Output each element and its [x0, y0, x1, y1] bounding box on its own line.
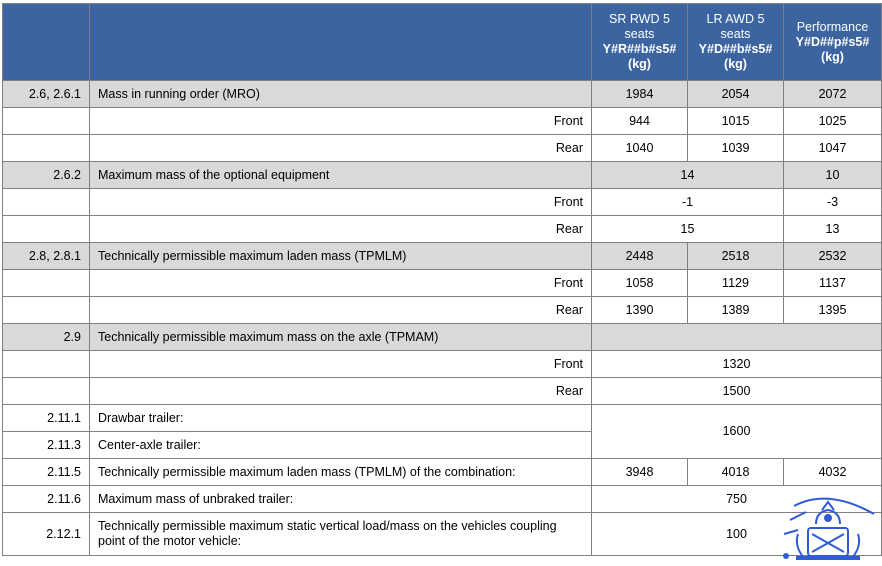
coat-of-arms-seal-icon — [776, 494, 880, 564]
lr-value: 1039 — [688, 135, 784, 162]
table-row — [3, 486, 882, 513]
header-ref-cell — [3, 4, 90, 81]
perf-value: 2532 — [784, 243, 882, 270]
ref-cell: 2.9 — [3, 324, 90, 351]
ref-cell — [3, 270, 90, 297]
header-row — [3, 4, 882, 81]
label-cell: Technically permissible maximum laden mass (TPMLM) of the combination: — [90, 459, 592, 486]
table-row — [3, 162, 882, 189]
all-value — [592, 324, 882, 351]
table-row — [3, 135, 882, 162]
axle-label: Rear — [90, 135, 592, 162]
header-performance — [784, 4, 882, 81]
header-label-cell — [90, 4, 592, 81]
axle-label: Rear — [90, 378, 592, 405]
perf-value: 13 — [784, 216, 882, 243]
ref-cell: 2.11.1 — [3, 405, 90, 432]
perf-value: -3 — [784, 189, 882, 216]
perf-value: 4032 — [784, 459, 882, 486]
table-row — [3, 216, 882, 243]
axle-label: Front — [90, 351, 592, 378]
ref-cell — [3, 108, 90, 135]
perf-value: 1047 — [784, 135, 882, 162]
sr-value: 944 — [592, 108, 688, 135]
all-value: 1500 — [592, 378, 882, 405]
lr-value: 1015 — [688, 108, 784, 135]
perf-value: 1137 — [784, 270, 882, 297]
sr-value: 1040 — [592, 135, 688, 162]
header-sr-unit: (kg) — [628, 57, 651, 71]
ref-cell: 2.11.3 — [3, 432, 90, 459]
ref-cell — [3, 135, 90, 162]
lr-value: 4018 — [688, 459, 784, 486]
sr-lr-value: 14 — [592, 162, 784, 189]
header-perf-unit: (kg) — [821, 49, 844, 64]
label-cell: Technically permissible maximum mass on the axle (TPMAM) — [90, 324, 592, 351]
lr-value: 2054 — [688, 81, 784, 108]
header-sr-rwd — [592, 4, 688, 81]
table-row — [3, 297, 882, 324]
label-cell: Maximum mass of unbraked trailer: — [90, 486, 592, 513]
lr-value: 1129 — [688, 270, 784, 297]
all-value: 1600 — [592, 405, 882, 459]
sr-lr-value: 15 — [592, 216, 784, 243]
table-row — [3, 351, 882, 378]
ref-cell: 2.8, 2.8.1 — [3, 243, 90, 270]
all-value: 100 — [592, 513, 882, 556]
header-perf-code: Y#D##p#s5# — [795, 34, 870, 49]
table-row — [3, 405, 882, 432]
ref-cell — [3, 216, 90, 243]
perf-value: 1395 — [784, 297, 882, 324]
ref-cell — [3, 378, 90, 405]
table-row — [3, 324, 882, 351]
sr-value: 1390 — [592, 297, 688, 324]
perf-value: 10 — [784, 162, 882, 189]
header-sr-code: Y#R##b#s5# — [602, 42, 677, 56]
header-lr-code: Y#D##b#s5# — [698, 42, 773, 56]
ref-cell: 2.12.1 — [3, 513, 90, 556]
header-sr-line2: seats — [624, 27, 655, 41]
all-value: 750 — [592, 486, 882, 513]
table-row — [3, 108, 882, 135]
table-row — [3, 189, 882, 216]
lr-value: 1389 — [688, 297, 784, 324]
perf-value: 1025 — [784, 108, 882, 135]
ref-cell: 2.6.2 — [3, 162, 90, 189]
header-sr-line1: SR RWD 5 — [609, 12, 670, 26]
ref-cell: 2.6, 2.6.1 — [3, 81, 90, 108]
axle-label: Rear — [90, 297, 592, 324]
sr-value: 1984 — [592, 81, 688, 108]
all-value: 1320 — [592, 351, 882, 378]
header-lr-line1: LR AWD 5 — [706, 12, 765, 26]
axle-label: Front — [90, 108, 592, 135]
ref-cell: 2.11.6 — [3, 486, 90, 513]
perf-value: 2072 — [784, 81, 882, 108]
label-cell: Drawbar trailer: — [90, 405, 592, 432]
label-cell: Mass in running order (MRO) — [90, 81, 592, 108]
ref-cell — [3, 351, 90, 378]
label-cell: Center-axle trailer: — [90, 432, 592, 459]
sr-lr-value: -1 — [592, 189, 784, 216]
table-row — [3, 513, 882, 556]
label-cell: Technically permissible maximum laden mass (TPMLM) — [90, 243, 592, 270]
ref-cell: 2.11.5 — [3, 459, 90, 486]
table-row — [3, 243, 882, 270]
header-lr-unit: (kg) — [724, 57, 747, 71]
ref-cell — [3, 189, 90, 216]
axle-label: Front — [90, 270, 592, 297]
ref-cell — [3, 297, 90, 324]
mass-specification-table — [2, 3, 882, 556]
table-row — [3, 270, 882, 297]
header-lr-line2: seats — [720, 27, 751, 41]
header-lr-awd — [688, 4, 784, 81]
sr-value: 1058 — [592, 270, 688, 297]
header-perf-line1: Performance — [796, 19, 869, 34]
label-cell: Technically permissible maximum static vertical load/mass on the vehicles coupling point of the motor vehicle: — [90, 513, 592, 556]
table-row — [3, 459, 882, 486]
label-cell: Maximum mass of the optional equipment — [90, 162, 592, 189]
table-row — [3, 378, 882, 405]
axle-label: Front — [90, 189, 592, 216]
sr-value: 3948 — [592, 459, 688, 486]
sr-value: 2448 — [592, 243, 688, 270]
table-row — [3, 81, 882, 108]
axle-label: Rear — [90, 216, 592, 243]
lr-value: 2518 — [688, 243, 784, 270]
